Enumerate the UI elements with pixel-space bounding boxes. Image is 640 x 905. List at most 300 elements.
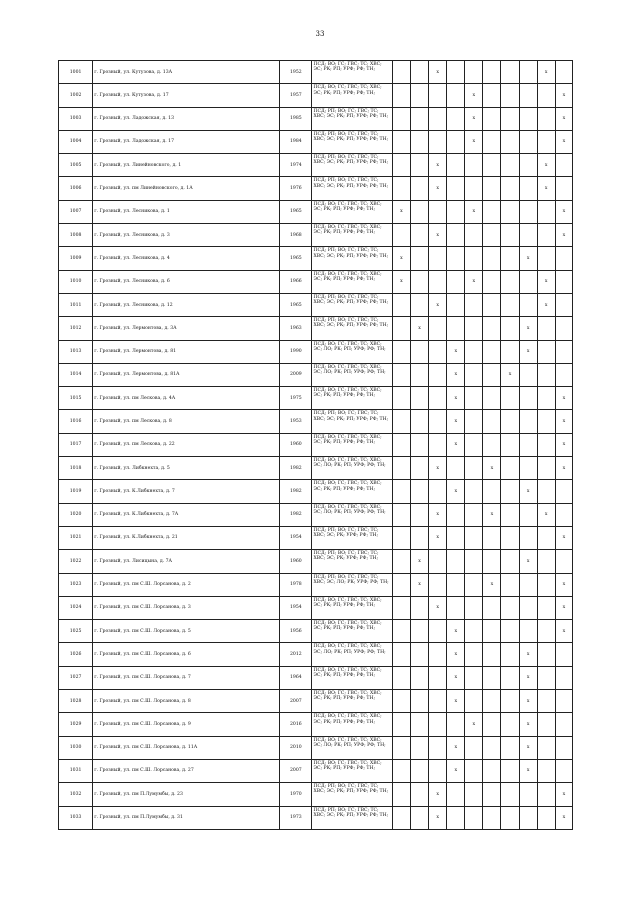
mark-cell — [411, 503, 429, 526]
mark-cell — [501, 61, 519, 84]
year-cell: 1970 — [280, 783, 312, 806]
mark-cell: x — [447, 363, 465, 386]
mark-cell: x — [447, 736, 465, 759]
mark-cell — [483, 526, 501, 549]
housing-register-table — [58, 60, 573, 830]
row-number: 1002 — [59, 84, 93, 107]
year-cell: 1976 — [280, 177, 312, 200]
row-number: 1024 — [59, 596, 93, 619]
mark-cell — [429, 643, 447, 666]
mark-cell — [392, 61, 410, 84]
row-number: 1015 — [59, 387, 93, 410]
year-cell: 1973 — [280, 806, 312, 829]
mark-cell — [537, 759, 555, 782]
mark-cell — [465, 573, 483, 596]
mark-cell — [392, 713, 410, 736]
mark-cell: x — [537, 270, 555, 293]
mark-cell: x — [447, 410, 465, 433]
year-cell: 1960 — [280, 550, 312, 573]
mark-cell: x — [447, 620, 465, 643]
mark-cell: x — [519, 247, 537, 270]
mark-cell: x — [555, 433, 572, 456]
mark-cell — [501, 503, 519, 526]
mark-cell — [411, 387, 429, 410]
mark-cell: x — [519, 643, 537, 666]
mark-cell — [429, 200, 447, 223]
mark-cell — [447, 61, 465, 84]
mark-cell — [519, 387, 537, 410]
mark-cell — [411, 620, 429, 643]
mark-cell — [447, 270, 465, 293]
mark-cell: x — [447, 340, 465, 363]
mark-cell: x — [465, 84, 483, 107]
mark-cell: x — [555, 224, 572, 247]
works-list-cell: ПСД; ВО; ГС; ГВС; ТС; ХВС; ЭС; РК; РП; УРФ; РФ; ТН; — [312, 596, 392, 619]
mark-cell — [411, 363, 429, 386]
mark-cell — [537, 387, 555, 410]
table-row — [59, 270, 573, 293]
mark-cell: x — [465, 200, 483, 223]
mark-cell — [537, 713, 555, 736]
mark-cell: x — [411, 550, 429, 573]
mark-cell — [555, 713, 572, 736]
mark-cell: x — [447, 387, 465, 410]
mark-cell — [465, 550, 483, 573]
mark-cell: x — [537, 503, 555, 526]
mark-cell — [555, 666, 572, 689]
mark-cell: x — [429, 154, 447, 177]
mark-cell — [555, 643, 572, 666]
mark-cell — [429, 247, 447, 270]
mark-cell — [392, 340, 410, 363]
mark-cell — [555, 736, 572, 759]
mark-cell — [519, 293, 537, 316]
mark-cell — [411, 224, 429, 247]
mark-cell — [392, 550, 410, 573]
mark-cell — [392, 130, 410, 153]
address-cell: г. Грозный, ул. Либкнехта, д. 5 — [93, 457, 280, 480]
mark-cell — [519, 526, 537, 549]
mark-cell — [429, 620, 447, 643]
mark-cell — [537, 783, 555, 806]
mark-cell: x — [537, 177, 555, 200]
mark-cell: x — [429, 783, 447, 806]
mark-cell — [519, 61, 537, 84]
mark-cell — [501, 806, 519, 829]
table-row — [59, 433, 573, 456]
mark-cell: x — [555, 573, 572, 596]
mark-cell — [519, 620, 537, 643]
mark-cell — [465, 177, 483, 200]
mark-cell — [411, 783, 429, 806]
mark-cell — [465, 526, 483, 549]
mark-cell — [411, 736, 429, 759]
mark-cell — [411, 247, 429, 270]
mark-cell: x — [519, 340, 537, 363]
mark-cell: x — [555, 596, 572, 619]
works-list-cell: ПСД; ВО; ГС; ГВС; ТС; ХВС; ЭС; ЛО; РК; РП; УРФ; РФ; ТН; — [312, 736, 392, 759]
mark-cell — [447, 293, 465, 316]
mark-cell — [483, 759, 501, 782]
mark-cell: x — [555, 200, 572, 223]
mark-cell — [501, 177, 519, 200]
mark-cell — [411, 130, 429, 153]
mark-cell — [537, 736, 555, 759]
row-number: 1005 — [59, 154, 93, 177]
table-row — [59, 643, 573, 666]
mark-cell — [483, 177, 501, 200]
works-list-cell: ПСД; ВО; ГС; ГВС; ТС; ХВС; ЭС; ЛО; РК; РП; УРФ; РФ; ТН; — [312, 643, 392, 666]
mark-cell — [537, 526, 555, 549]
mark-cell — [411, 107, 429, 130]
year-cell: 1975 — [280, 387, 312, 410]
mark-cell — [501, 270, 519, 293]
address-cell: г. Грозный, ул. Кутузова, д. 13А — [93, 61, 280, 84]
mark-cell — [483, 154, 501, 177]
mark-cell — [429, 130, 447, 153]
mark-cell — [537, 247, 555, 270]
mark-cell — [501, 340, 519, 363]
mark-cell — [501, 736, 519, 759]
row-number: 1023 — [59, 573, 93, 596]
address-cell: г. Грозный, ул. пм Линейновского, д. 1А — [93, 177, 280, 200]
mark-cell: x — [555, 387, 572, 410]
works-list-cell: ПСД; РП; ВО; ГС; ГВС; ТС; ХВС; ЭС; РК; РП; УРФ; РФ; ТН; — [312, 130, 392, 153]
address-cell: г. Грозный, ул. Лесникова, д. 6 — [93, 270, 280, 293]
mark-cell: x — [429, 806, 447, 829]
row-number: 1027 — [59, 666, 93, 689]
mark-cell: x — [429, 177, 447, 200]
mark-cell — [447, 247, 465, 270]
mark-cell: x — [392, 270, 410, 293]
mark-cell — [429, 107, 447, 130]
mark-cell: x — [555, 457, 572, 480]
mark-cell — [501, 550, 519, 573]
table-row — [59, 573, 573, 596]
mark-cell: x — [465, 107, 483, 130]
mark-cell — [429, 480, 447, 503]
mark-cell: x — [519, 666, 537, 689]
year-cell: 1990 — [280, 340, 312, 363]
mark-cell — [465, 690, 483, 713]
mark-cell — [429, 690, 447, 713]
mark-cell — [537, 410, 555, 433]
row-number: 1003 — [59, 107, 93, 130]
mark-cell — [519, 200, 537, 223]
mark-cell — [537, 620, 555, 643]
mark-cell — [519, 154, 537, 177]
mark-cell — [483, 783, 501, 806]
mark-cell — [447, 200, 465, 223]
mark-cell — [447, 550, 465, 573]
mark-cell — [555, 317, 572, 340]
table-row — [59, 387, 573, 410]
mark-cell — [483, 806, 501, 829]
mark-cell: x — [519, 317, 537, 340]
mark-cell — [392, 759, 410, 782]
mark-cell — [501, 620, 519, 643]
address-cell: г. Грозный, ул. Лисицына, д. 7А — [93, 550, 280, 573]
mark-cell — [392, 806, 410, 829]
works-list-cell: ПСД; РП; ВО; ГС; ГВС; ТС; ХВС; ЭС; ЛО; РК; УРФ; РФ; ТН; — [312, 573, 392, 596]
mark-cell — [483, 363, 501, 386]
mark-cell — [392, 783, 410, 806]
mark-cell — [519, 783, 537, 806]
mark-cell — [537, 666, 555, 689]
mark-cell — [483, 480, 501, 503]
mark-cell — [429, 759, 447, 782]
mark-cell — [519, 107, 537, 130]
mark-cell — [537, 130, 555, 153]
mark-cell: x — [447, 690, 465, 713]
mark-cell: x — [429, 526, 447, 549]
mark-cell — [411, 666, 429, 689]
address-cell: г. Грозный, ул. пм Лескова, д. 22 — [93, 433, 280, 456]
mark-cell — [411, 200, 429, 223]
mark-cell — [465, 480, 483, 503]
row-number: 1033 — [59, 806, 93, 829]
mark-cell — [483, 433, 501, 456]
works-list-cell: ПСД; РП; ВО; ГС; ГВС; ТС; ХВС; ЭС; РК; РП; УРФ; РФ; ТН; — [312, 107, 392, 130]
mark-cell — [555, 480, 572, 503]
table-body — [59, 61, 573, 830]
address-cell: г. Грозный, ул. пм С.Ш. Лорсанова, д. 11А — [93, 736, 280, 759]
row-number: 1018 — [59, 457, 93, 480]
mark-cell — [411, 596, 429, 619]
works-list-cell: ПСД; ВО; ГС; ГВС; ТС; ХВС; ЭС; РК; РП; УРФ; РФ; ТН; — [312, 690, 392, 713]
works-list-cell: ПСД; ВО; ГС; ГВС; ТС; ХВС; ЭС; РК; РП; УРФ; РФ; ТН; — [312, 713, 392, 736]
mark-cell — [501, 457, 519, 480]
table-row — [59, 759, 573, 782]
address-cell: г. Грозный, ул. Лесникова, д. 12 — [93, 293, 280, 316]
mark-cell — [555, 363, 572, 386]
row-number: 1031 — [59, 759, 93, 782]
works-list-cell: ПСД; РП; ВО; ГС; ГВС; ТС; ХВС; ЭС; РК; УРФ; РФ; ТН; — [312, 526, 392, 549]
mark-cell: x — [555, 806, 572, 829]
row-number: 1022 — [59, 550, 93, 573]
year-cell: 2007 — [280, 759, 312, 782]
year-cell: 2007 — [280, 690, 312, 713]
row-number: 1020 — [59, 503, 93, 526]
mark-cell: x — [483, 503, 501, 526]
address-cell: г. Грозный, ул. Лермонтова, д. 81А — [93, 363, 280, 386]
row-number: 1008 — [59, 224, 93, 247]
mark-cell — [392, 410, 410, 433]
page-number: 33 — [315, 30, 325, 38]
row-number: 1004 — [59, 130, 93, 153]
mark-cell: x — [555, 84, 572, 107]
table-row — [59, 340, 573, 363]
year-cell: 1960 — [280, 433, 312, 456]
mark-cell — [411, 293, 429, 316]
mark-cell — [465, 457, 483, 480]
mark-cell — [483, 247, 501, 270]
year-cell: 2016 — [280, 713, 312, 736]
table-row — [59, 107, 573, 130]
mark-cell — [392, 224, 410, 247]
mark-cell — [483, 84, 501, 107]
mark-cell — [519, 457, 537, 480]
works-list-cell: ПСД; РП; ВО; ГС; ГВС; ТС; ХВС; ЭС; РК; РП; УРФ; РФ; ТН; — [312, 783, 392, 806]
mark-cell: x — [447, 666, 465, 689]
mark-cell — [465, 783, 483, 806]
address-cell: г. Грозный, ул. пм С.Ш. Лорсанова, д. 2 — [93, 573, 280, 596]
mark-cell — [465, 363, 483, 386]
row-number: 1013 — [59, 340, 93, 363]
address-cell: г. Грозный, ул. пм С.Ш. Лорсанова, д. 9 — [93, 713, 280, 736]
mark-cell: x — [465, 130, 483, 153]
mark-cell — [392, 154, 410, 177]
row-number: 1026 — [59, 643, 93, 666]
mark-cell — [537, 457, 555, 480]
mark-cell — [411, 61, 429, 84]
mark-cell — [483, 224, 501, 247]
mark-cell — [555, 503, 572, 526]
mark-cell — [483, 596, 501, 619]
mark-cell — [447, 107, 465, 130]
mark-cell — [465, 387, 483, 410]
mark-cell — [501, 690, 519, 713]
mark-cell — [555, 759, 572, 782]
mark-cell — [537, 224, 555, 247]
mark-cell: x — [519, 550, 537, 573]
mark-cell — [411, 480, 429, 503]
row-number: 1021 — [59, 526, 93, 549]
row-number: 1006 — [59, 177, 93, 200]
mark-cell — [465, 247, 483, 270]
mark-cell — [501, 247, 519, 270]
address-cell: г. Грозный, ул. пм П.Лумумбы, д. 23 — [93, 783, 280, 806]
mark-cell — [537, 317, 555, 340]
works-list-cell: ПСД; ВО; ГС; ГВС; ТС; ХВС; ЭС; РК; РП; УРФ; РФ; ТН; — [312, 759, 392, 782]
table-row — [59, 620, 573, 643]
mark-cell: x — [519, 759, 537, 782]
address-cell: г. Грозный, ул. пм С.Ш. Лорсанова, д. 6 — [93, 643, 280, 666]
mark-cell — [447, 457, 465, 480]
mark-cell — [392, 736, 410, 759]
table-row — [59, 293, 573, 316]
address-cell: г. Грозный, ул. пм С.Ш. Лорсанова, д. 3 — [93, 596, 280, 619]
year-cell: 1954 — [280, 526, 312, 549]
mark-cell — [519, 177, 537, 200]
mark-cell: x — [555, 130, 572, 153]
table-row — [59, 317, 573, 340]
year-cell: 1982 — [280, 480, 312, 503]
row-number: 1029 — [59, 713, 93, 736]
mark-cell: x — [447, 433, 465, 456]
mark-cell: x — [429, 224, 447, 247]
mark-cell — [501, 596, 519, 619]
mark-cell: x — [411, 317, 429, 340]
mark-cell: x — [519, 736, 537, 759]
mark-cell: x — [429, 61, 447, 84]
year-cell: 1953 — [280, 410, 312, 433]
table-row — [59, 690, 573, 713]
mark-cell — [519, 270, 537, 293]
address-cell: г. Грозный, ул. Ладожская, д. 17 — [93, 130, 280, 153]
year-cell: 2012 — [280, 643, 312, 666]
mark-cell — [465, 61, 483, 84]
table-row — [59, 84, 573, 107]
mark-cell: x — [483, 573, 501, 596]
mark-cell — [465, 224, 483, 247]
works-list-cell: ПСД; РП; ВО; ГС; ГВС; ТС; ХВС; ЭС; РК; РП; УРФ; РФ; ТН; — [312, 154, 392, 177]
row-number: 1007 — [59, 200, 93, 223]
works-list-cell: ПСД; РП; ВО; ГС; ГВС; ТС; ХВС; ЭС; РК; РП; УРФ; РФ; ТН; — [312, 293, 392, 316]
address-cell: г. Грозный, ул. пм С.Ш. Лорсанова, д. 7 — [93, 666, 280, 689]
mark-cell — [555, 690, 572, 713]
mark-cell — [429, 550, 447, 573]
mark-cell — [392, 293, 410, 316]
mark-cell — [429, 340, 447, 363]
mark-cell — [411, 154, 429, 177]
address-cell: г. Грозный, ул. Лермонтова, д. 3А — [93, 317, 280, 340]
mark-cell — [483, 550, 501, 573]
works-list-cell: ПСД; ВО; ГС; ГВС; ТС; ХВС; ЭС; ЛО; РК; РП; УРФ; РФ; ТН; — [312, 340, 392, 363]
table-row — [59, 247, 573, 270]
address-cell: г. Грозный, ул. пм П.Лумумбы, д. 31 — [93, 806, 280, 829]
year-cell: 1952 — [280, 61, 312, 84]
mark-cell — [501, 84, 519, 107]
works-list-cell: ПСД; ВО; ГС; ГВС; ТС; ХВС; ЭС; РК; РП; УРФ; РФ; ТН; — [312, 270, 392, 293]
mark-cell — [447, 317, 465, 340]
table-row — [59, 130, 573, 153]
year-cell: 1965 — [280, 293, 312, 316]
works-list-cell: ПСД; ВО; ГС; ГВС; ТС; ХВС; ЭС; РК; РП; УРФ; РФ; ТН; — [312, 480, 392, 503]
mark-cell — [429, 573, 447, 596]
mark-cell — [537, 433, 555, 456]
year-cell: 1964 — [280, 666, 312, 689]
address-cell: г. Грозный, ул. Лесникова, д. 4 — [93, 247, 280, 270]
mark-cell: x — [501, 363, 519, 386]
mark-cell — [519, 410, 537, 433]
row-number: 1025 — [59, 620, 93, 643]
mark-cell — [465, 620, 483, 643]
mark-cell — [429, 410, 447, 433]
mark-cell: x — [447, 643, 465, 666]
works-list-cell: ПСД; ВО; ГС; ГВС; ТС; ХВС; ЭС; ЛО; РК; РП; УРФ; РФ; ТН; — [312, 503, 392, 526]
mark-cell — [501, 130, 519, 153]
mark-cell — [447, 224, 465, 247]
works-list-cell: ПСД; РП; ВО; ГС; ГВС; ТС; ХВС; ЭС; РК; РП; УРФ; РФ; ТН; — [312, 247, 392, 270]
mark-cell — [465, 293, 483, 316]
mark-cell — [555, 61, 572, 84]
mark-cell — [465, 154, 483, 177]
table-row — [59, 61, 573, 84]
mark-cell — [429, 270, 447, 293]
year-cell: 1956 — [280, 620, 312, 643]
table-row — [59, 550, 573, 573]
mark-cell — [447, 713, 465, 736]
mark-cell — [411, 806, 429, 829]
table-row — [59, 200, 573, 223]
mark-cell: x — [465, 270, 483, 293]
year-cell: 1957 — [280, 84, 312, 107]
mark-cell — [555, 177, 572, 200]
mark-cell — [501, 759, 519, 782]
row-number: 1012 — [59, 317, 93, 340]
mark-cell — [411, 526, 429, 549]
mark-cell — [411, 713, 429, 736]
mark-cell — [411, 759, 429, 782]
works-list-cell: ПСД; РП; ВО; ГС; ГВС; ТС; ХВС; ЭС; РК; РП; УРФ; РФ; ТН; — [312, 806, 392, 829]
mark-cell — [501, 433, 519, 456]
mark-cell — [501, 666, 519, 689]
mark-cell — [501, 410, 519, 433]
mark-cell — [483, 666, 501, 689]
mark-cell — [411, 433, 429, 456]
address-cell: г. Грозный, ул. пм Лескова, д. 4А — [93, 387, 280, 410]
